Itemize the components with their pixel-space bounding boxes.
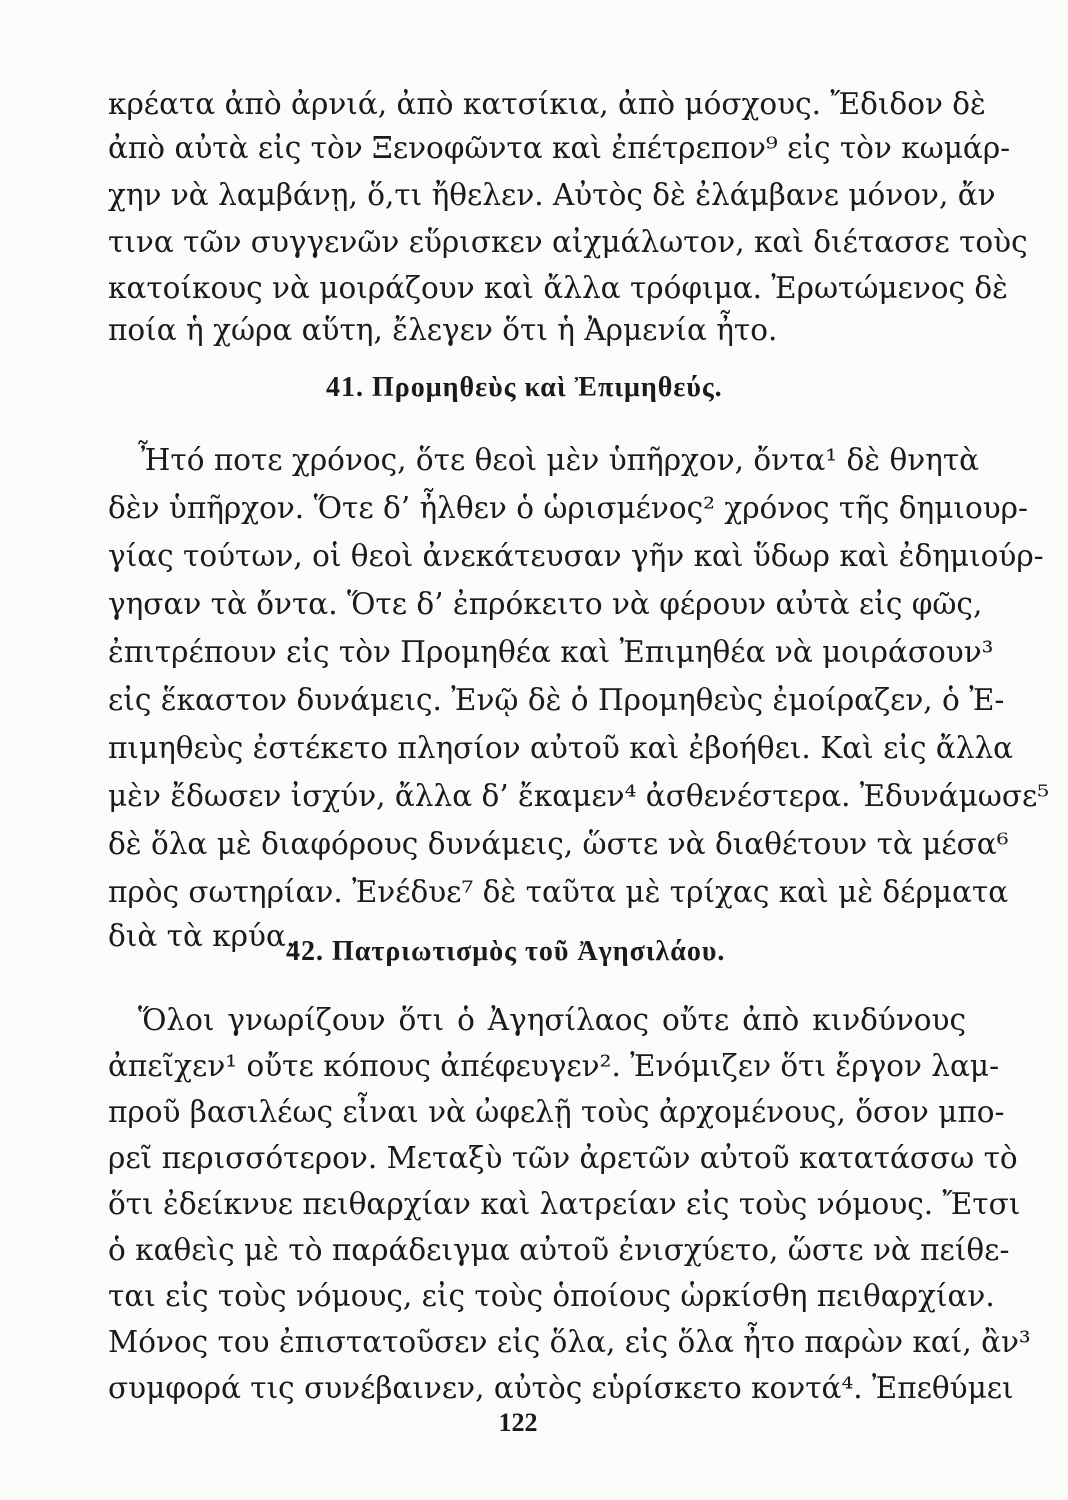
text-line: κατοίκους νὰ μοιράζουν καὶ ἄλλα τρόφιμα. Ἐρωτώμενος δὲ <box>108 271 1009 305</box>
text-line: Ὅλοι γνωρίζουν ὅτι ὁ Ἀγησίλαος οὔτε ἀπὸ κινδύνους <box>138 1003 966 1037</box>
text-line: μὲν ἔδωσεν ἰσχύν, ἄλλα δ’ ἔκαμεν⁴ ἀσθενέστερα. Ἐδυνάμωσε⁵ <box>108 779 1050 813</box>
text-line: ται εἰς τοὺς νόμους, εἰς τοὺς ὁποίους ὡρκίσθη πειθαρχίαν. <box>108 1279 995 1313</box>
text-line: εἰς ἕκαστον δυνάμεις. Ἐνῷ δὲ ὁ Προμηθεὺς ἐμοίραζεν, ὁ Ἐ- <box>108 683 1005 717</box>
text-line: τινα τῶν συγγενῶν εὕρισκεν αἰχμάλωτον, καὶ διέτασσε τοὺς <box>108 225 1028 259</box>
text-line: ρεῖ περισσότερον. Μεταξὺ τῶν ἀρετῶν αὐτοῦ κατατάσσω τὸ <box>108 1141 1018 1175</box>
page-number: 122 <box>498 1408 538 1437</box>
section-heading: 41. Προμηθεὺς καὶ Ἐπιμηθεύς. <box>326 372 723 403</box>
text-line: γησαν τὰ ὄντα. Ὅτε δ’ ἐπρόκειτο νὰ φέρουν αὐτὰ εἰς φῶς, <box>108 587 983 621</box>
text-line: κρέατα ἀπὸ ἀρνιά, ἀπὸ κατσίκια, ἀπὸ μόσχους. Ἔδιδον δὲ <box>108 87 986 121</box>
text-line: ἀπεῖχεν¹ οὔτε κόπους ἀπέφευγεν². Ἐνόμιζεν ὅτι ἔργον λαμ- <box>108 1049 1000 1083</box>
section-heading: 42. Πατριωτισμὸς τοῦ Ἀγησιλάου. <box>286 936 726 967</box>
text-line: ποία ἡ χώρα αὕτη, ἔλεγεν ὅτι ἡ Ἀρμενία ἦτο. <box>108 313 778 347</box>
text-line: προῦ βασιλέως εἶναι νὰ ὠφελῇ τοὺς ἀρχομένους, ὅσον μπο- <box>108 1095 1005 1129</box>
text-line: γίας τούτων, οἱ θεοὶ ἀνεκάτευσαν γῆν καὶ ὕδωρ καὶ ἐδημιούρ- <box>108 539 1044 573</box>
text-line: δὲν ὑπῆρχον. Ὅτε δ’ ἦλθεν ὁ ὡρισμένος² χρόνος τῆς δημιουρ- <box>108 491 1028 525</box>
text-line: πρὸς σωτηρίαν. Ἐνέδυε⁷ δὲ ταῦτα μὲ τρίχας καὶ μὲ δέρματα <box>108 875 1009 909</box>
text-line: ἀπὸ αὐτὰ εἰς τὸν Ξενοφῶντα καὶ ἐπέτρεπον⁹ εἰς τὸν κωμάρ- <box>108 131 1011 165</box>
text-line: πιμηθεὺς ἐστέκετο πλησίον αὐτοῦ καὶ ἐβοήθει. Καὶ εἰς ἄλλα <box>108 731 1014 765</box>
text-line: ἐπιτρέπουν εἰς τὸν Προμηθέα καὶ Ἐπιμηθέα νὰ μοιράσουν³ <box>108 635 994 669</box>
text-line: ὅτι ἐδείκνυε πειθαρχίαν καὶ λατρείαν εἰς τοὺς νόμους. Ἔτσι <box>108 1187 1021 1221</box>
text-line: ὁ καθεὶς μὲ τὸ παράδειγμα αὐτοῦ ἐνισχύετο, ὥστε νὰ πείθε- <box>108 1233 1010 1267</box>
text-line: χην νὰ λαμβάνῃ, ὅ,τι ἤθελεν. Αὐτὸς δὲ ἐλάμβανε μόνον, ἄν <box>108 178 996 212</box>
text-line: Μόνος του ἐπιστατοῦσεν εἰς ὅλα, εἰς ὅλα ἦτο παρὼν καί, ἂν³ <box>108 1325 1031 1359</box>
text-line: Ἦτό ποτε χρόνος, ὅτε θεοὶ μὲν ὑπῆρχον, ὄντα¹ δὲ θνητὰ <box>138 443 980 477</box>
text-line: διὰ τὰ κρύα. <box>108 919 296 953</box>
text-line: συμφορά τις συνέβαινεν, αὐτὸς εὑρίσκετο κοντά⁴. Ἐπεθύμει <box>108 1371 1014 1405</box>
text-line: δὲ ὅλα μὲ διαφόρους δυνάμεις, ὥστε νὰ διαθέτουν τὰ μέσα⁶ <box>108 827 1009 861</box>
